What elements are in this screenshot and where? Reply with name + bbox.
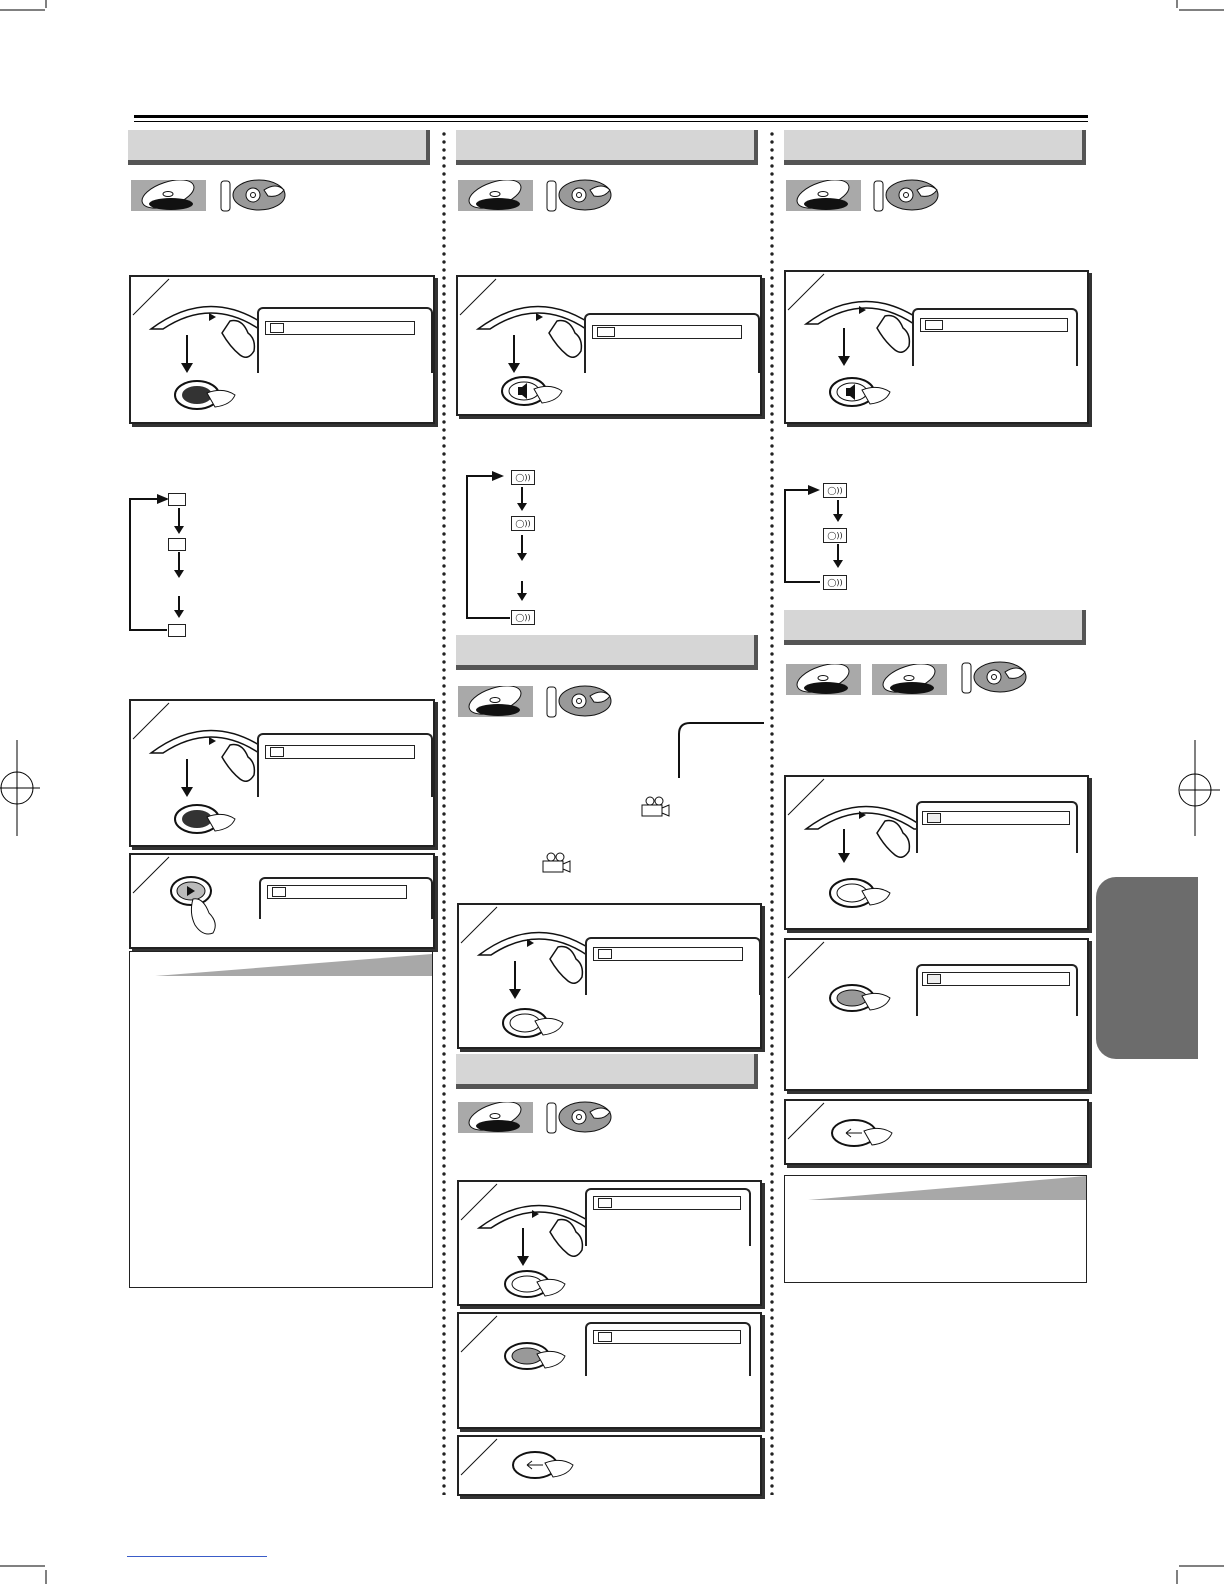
step-corner	[786, 940, 826, 980]
step-panel-subtitle-2	[129, 699, 435, 847]
section-bar-subtitle	[128, 130, 426, 165]
cd-disc-icon	[872, 664, 947, 695]
picture-button-icon[interactable]	[499, 1266, 579, 1304]
dvd-disc-icon	[786, 664, 861, 695]
disc-badge	[458, 180, 533, 211]
section-bar-stereo	[784, 130, 1082, 165]
subtitle-icon	[270, 323, 284, 333]
dvd-disc-icon	[458, 180, 533, 211]
arrow-down-icon	[507, 961, 523, 1001]
step-panel-picture-1	[457, 1180, 762, 1306]
tv-screen	[257, 733, 433, 797]
angle-button-icon[interactable]	[495, 1003, 575, 1043]
disc-badge	[458, 1102, 533, 1133]
disc-badge	[872, 664, 947, 695]
tv-screen	[257, 307, 433, 373]
section-bar-angle	[456, 635, 754, 670]
subtitle-cycle-flow	[125, 488, 225, 638]
section-bar-picture	[456, 1054, 754, 1089]
remote-control-icon	[545, 1100, 615, 1136]
osd-marker-bar	[922, 811, 1070, 825]
subtitle-icon	[168, 624, 186, 637]
column-divider-right	[770, 130, 774, 1495]
subtitle-button-icon[interactable]	[167, 375, 247, 415]
tv-screen	[916, 801, 1078, 853]
enter-button-icon[interactable]	[822, 980, 902, 1020]
audio-icon	[597, 327, 615, 337]
osd-subtitle-bar	[265, 321, 415, 335]
osd-subtitle-bar	[265, 745, 415, 759]
subtitle-button-icon[interactable]	[167, 799, 247, 839]
remote-control-icon	[872, 178, 942, 214]
marker-icon	[927, 974, 941, 984]
step-panel-subtitle-3	[129, 853, 435, 949]
tv-screen	[584, 313, 760, 373]
angle-note-bracket	[676, 720, 766, 780]
step-panel-stereo	[784, 270, 1089, 424]
subtitle-icon	[272, 887, 286, 897]
step-corner	[786, 1101, 826, 1141]
audio-icon: ◯))	[823, 483, 847, 498]
picture-adjust-icon	[598, 1198, 612, 1208]
section-bar-marker	[784, 610, 1082, 645]
step-panel-picture-2	[457, 1312, 762, 1429]
enter-button-icon[interactable]	[499, 1338, 579, 1378]
audio-icon: ◯))	[823, 528, 847, 543]
dvd-disc-icon	[458, 1102, 533, 1133]
section-bar-audio	[456, 130, 754, 165]
step-panel-subtitle-1	[129, 275, 435, 424]
subtitle-icon	[168, 493, 186, 506]
tv-screen	[585, 1322, 751, 1376]
arrow-down-icon	[836, 829, 852, 865]
header-rule-thick	[134, 115, 1088, 118]
subtitle-icon	[270, 747, 284, 757]
audio-icon: ◯))	[511, 470, 535, 485]
menu-arc-button-icon[interactable]	[801, 789, 931, 869]
subtitle-icon	[168, 538, 186, 551]
arrow-down-icon	[179, 335, 195, 375]
disc-badge	[786, 180, 861, 211]
audio-button-icon[interactable]	[494, 371, 574, 411]
osd-picture-bar	[593, 1196, 741, 1210]
remote-control-icon	[219, 178, 289, 214]
osd-marker-bar	[922, 972, 1070, 986]
note-header-wedge	[785, 1176, 1086, 1200]
step-panel-marker-1	[784, 775, 1089, 930]
note-header-wedge	[130, 952, 432, 976]
tv-screen	[585, 1188, 751, 1246]
marker-icon	[927, 813, 941, 823]
disc-badge	[786, 664, 861, 695]
header-rule-thin	[134, 121, 1088, 122]
note-box-right	[784, 1175, 1087, 1283]
step-panel-marker-2	[784, 938, 1089, 1091]
audio-cycle-flow	[462, 465, 552, 625]
disc-badge	[131, 180, 206, 211]
footer-link-line	[127, 1556, 267, 1557]
step-panel-marker-3	[784, 1099, 1089, 1165]
play-triangle-icon	[209, 313, 216, 321]
remote-control-icon	[545, 178, 615, 214]
step-panel-audio-1	[456, 275, 762, 416]
camera-angle-icon	[598, 949, 612, 959]
osd-picture-bar	[593, 1330, 741, 1344]
return-button-icon[interactable]	[507, 1447, 587, 1487]
note-box-left	[129, 951, 433, 1288]
step-corner	[459, 1437, 499, 1477]
return-button-icon[interactable]	[826, 1115, 906, 1155]
osd-angle-bar	[593, 947, 743, 961]
dvd-disc-icon	[131, 180, 206, 211]
audio-button-icon[interactable]	[822, 372, 902, 412]
remote-control-icon	[545, 684, 615, 720]
remote-control-icon	[960, 660, 1030, 696]
tv-screen	[916, 964, 1078, 1016]
arrow-down-icon	[515, 1228, 531, 1268]
step-panel-angle	[457, 903, 762, 1049]
dvd-disc-icon	[458, 686, 533, 717]
osd-subtitle-bar	[267, 885, 407, 899]
audio-icon: ◯))	[511, 610, 535, 625]
picture-adjust-icon	[598, 1332, 612, 1342]
arrow-down-icon	[506, 335, 522, 375]
marker-button-icon[interactable]	[822, 873, 902, 913]
step-corner	[459, 1314, 499, 1354]
camera-angle-icon	[540, 852, 572, 874]
tv-screen	[912, 308, 1078, 366]
play-button-icon[interactable]	[163, 869, 243, 939]
osd-audio-bar	[920, 318, 1068, 332]
stereo-cycle-flow	[780, 478, 860, 590]
disc-badge	[458, 686, 533, 717]
camera-angle-icon	[639, 796, 671, 818]
audio-icon: ◯))	[823, 575, 847, 590]
arrow-down-icon	[179, 759, 195, 799]
step-panel-picture-3	[457, 1435, 762, 1496]
tv-screen	[259, 877, 433, 919]
tv-screen	[585, 937, 761, 995]
chapter-side-tab	[1096, 877, 1198, 1059]
osd-audio-bar	[592, 325, 742, 339]
arrow-down-icon	[836, 328, 852, 368]
column-divider-left	[442, 130, 446, 1495]
dvd-disc-icon	[786, 180, 861, 211]
audio-icon	[925, 320, 943, 330]
audio-icon: ◯))	[511, 516, 535, 531]
